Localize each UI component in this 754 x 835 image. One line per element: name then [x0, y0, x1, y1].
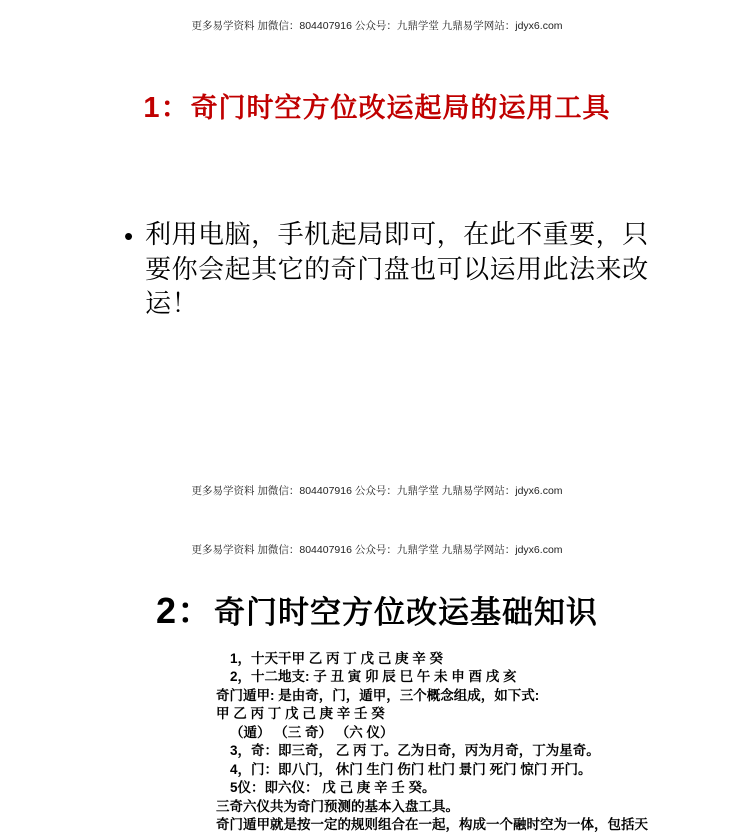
body-line-5: （遁） （三 奇） （六 仪）: [230, 724, 394, 740]
body-line-3: 奇门遁甲: 是由奇，门，遁甲，三个概念组成，如下式:: [216, 687, 540, 703]
body-line-7: 4，门：即八门， 休门 生门 伤门 杜门 景门 死门 惊门 开门。: [230, 761, 592, 777]
slide1-bullet-item: [20, 218, 734, 322]
body-line-8: 5仪：即六仪： 戊 己 庚 辛 壬 癸。: [230, 780, 436, 796]
body-line-9: 三奇六仪共为奇门预测的基本入盘工具。: [216, 798, 459, 814]
slide-page-1: [20, 0, 734, 528]
body-line-4: 甲 乙 丙 丁 戊 己 庚 辛 壬 癸: [216, 706, 385, 722]
body-line-10: 奇门遁甲就是按一定的规则组合在一起，构成一个融时空为一体，包括天: [216, 817, 648, 833]
body-line-2: 2，十二地支: 子 丑 寅 卯 辰 巳 午 未 申 酉 戌 亥: [230, 669, 517, 685]
slide2-title: [20, 583, 734, 634]
watermark-bottom-slide1: 更多易学资料 加微信：804407916 公众号：九鼎学堂 九鼎易学网站：jdyx6.com: [191, 485, 563, 497]
slide2-title-text: 奇门时空方位改运基础知识: [214, 595, 599, 630]
slide1-title: [20, 85, 734, 126]
watermark-top-slide1: 更多易学资料 加微信：804407916 公众号：九鼎学堂 九鼎易学网站：jdyx6.com: [191, 20, 563, 32]
slide1-title-text: 奇门时空方位改运起局的运用工具: [190, 93, 611, 123]
slide2-number: 2：: [155, 590, 215, 631]
body-line-1: 1，十天干甲 乙 丙 丁 戊 己 庚 辛 癸: [230, 651, 444, 666]
bullet-dot-icon: •: [124, 221, 134, 251]
slide1-bullet-text: 利用电脑，手机起局即可，在此不重要，只要你会起其它的奇门盘也可以运用此法来改运！: [145, 220, 649, 319]
watermark-top-slide2: 更多易学资料 加微信：804407916 公众号：九鼎学堂 九鼎易学网站：jdyx6.com: [191, 544, 563, 556]
slide-page-2: [20, 532, 734, 833]
body-line-6: 3，奇：即三奇， 乙 丙 丁。乙为日奇，丙为月奇，丁为星奇。: [230, 743, 600, 759]
slide1-number: 1：: [143, 92, 191, 124]
slide2-body: [20, 650, 734, 835]
